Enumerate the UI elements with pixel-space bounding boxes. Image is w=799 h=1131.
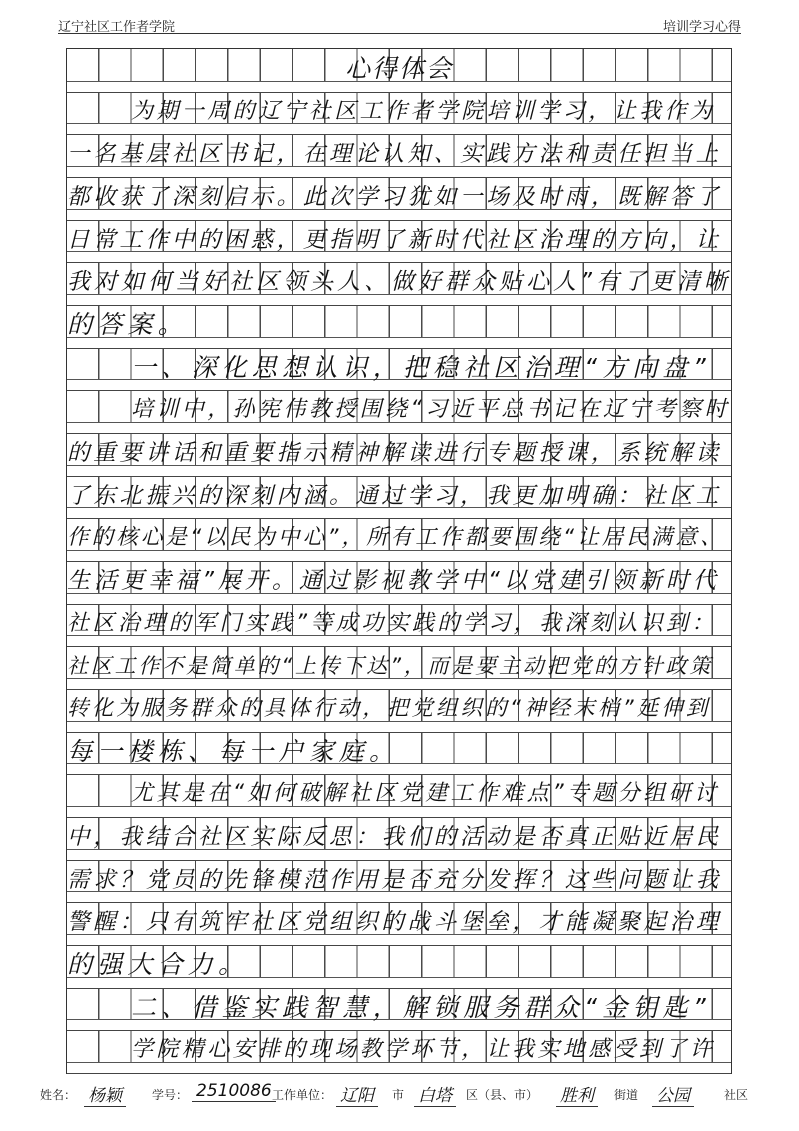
handwritten-line: 转化为服务群众的具体行动，把党组织的“神经末梢”延伸到 [67, 696, 711, 721]
grid-row [67, 732, 731, 776]
grid-row [67, 902, 731, 946]
grid-row [67, 433, 731, 477]
grid-row [67, 860, 731, 904]
page-header [58, 12, 741, 34]
grid-row [67, 134, 731, 178]
grid-row [67, 945, 731, 989]
unit-city: 辽阳 [336, 1081, 378, 1107]
city-label: 市 [392, 1088, 405, 1102]
handwritten-line: 二、借鉴实践智慧，解锁服务群众“金钥匙” [131, 992, 711, 1022]
handwritten-line: 的答案。 [67, 310, 188, 339]
handwritten-line: 学院精心安排的现场教学环节，让我实地感受到了许 [131, 1037, 716, 1063]
handwritten-line: 社区工作不是简单的“上传下达”，而是要主动把党的方针政策 [67, 654, 714, 679]
grid-row [67, 646, 731, 690]
grid-row [67, 476, 731, 520]
handwritten-line: 生活更幸福”展开。通过影视教学中“以党建引领新时代 [67, 568, 720, 594]
unit-community: 公园 [652, 1081, 694, 1107]
handwritten-line: 社区治理的军门实践”等成功实践的学习，我深刻认识到： [67, 610, 717, 636]
grid-row [67, 177, 731, 221]
grid-row [67, 262, 731, 306]
grid-row [67, 817, 731, 861]
grid-row [67, 49, 731, 93]
name-label: 姓名： [40, 1088, 77, 1102]
unit-district: 白塔 [414, 1081, 456, 1107]
unit-label: 工作单位： [272, 1088, 333, 1102]
handwritten-line: 一名基层社区书记，在理论认知、实践方法和责任担当上 [67, 141, 723, 168]
handwritten-line: 了东北振兴的深刻内涵。通过学习，我更加明确：社区工 [67, 482, 723, 509]
handwritten-line: 我对如何当好社区领头人、做好群众贴心人”有了更清晰 [67, 269, 731, 296]
grid-row [67, 689, 731, 733]
handwritten-line: 中，我结合社区实际反思：我们的活动是否真正贴近居民 [67, 824, 723, 850]
handwritten-line: 一、深化思想认识，把稳社区治理“方向盘” [131, 352, 711, 382]
handwritten-line: 为期一周的辽宁社区工作者学院培训学习，让我作为 [131, 98, 716, 124]
handwritten-line: 尤其是在“如何破解社区党建工作难点”专题分组研讨 [131, 781, 720, 807]
id-value: 2510086 [192, 1081, 276, 1102]
handwritten-line: 的重要讲话和重要指示精神解读进行专题授课，系统解读 [67, 440, 723, 466]
handwritten-line: 的强大合力。 [67, 950, 249, 979]
grid-row [67, 1030, 731, 1074]
grid-row [67, 220, 731, 264]
grid-row [67, 604, 731, 648]
unit-street: 胜利 [556, 1081, 598, 1107]
grid-row [67, 348, 731, 392]
grid-row [67, 305, 731, 349]
essay-title: 心得体会 [344, 54, 453, 83]
document-type: 培训学习心得 [662, 20, 741, 35]
grid-row [67, 518, 731, 562]
name-value: 杨颖 [84, 1081, 126, 1107]
district-label: 区（县、市） [466, 1088, 539, 1102]
community-label: 社区 [724, 1088, 749, 1102]
handwritten-line: 需求？党员的先锋模范作用是否充分发挥？这些问题让我 [67, 866, 723, 893]
handwritten-line: 都收获了深刻启示。此次学习犹如一场及时雨，既解答了 [67, 184, 723, 210]
header-divider [58, 33, 741, 34]
handwritten-line: 警醒：只有筑牢社区党组织的战斗堡垒，才能凝聚起治理 [67, 909, 723, 936]
signature-footer [40, 1076, 759, 1106]
handwritten-line: 每一楼栋、每一户家庭。 [67, 736, 400, 766]
manuscript-grid [66, 48, 732, 1074]
street-label: 街道 [614, 1088, 639, 1102]
handwritten-line: 作的核心是“以民为中心”，所有工作都要围绕“让居民满意、 [67, 525, 725, 551]
grid-row [67, 92, 731, 136]
grid-row [67, 561, 731, 605]
grid-row [67, 988, 731, 1032]
institution-name: 辽宁社区工作者学院 [58, 20, 176, 35]
handwritten-line: 日常工作中的困惑，更指明了新时代社区治理的方向，让 [67, 226, 723, 253]
id-label: 学号： [152, 1088, 189, 1102]
grid-row [67, 390, 731, 434]
handwritten-line: 培训中，孙宪伟教授围绕“习近平总书记在辽宁考察时 [131, 397, 730, 423]
grid-row [67, 774, 731, 818]
